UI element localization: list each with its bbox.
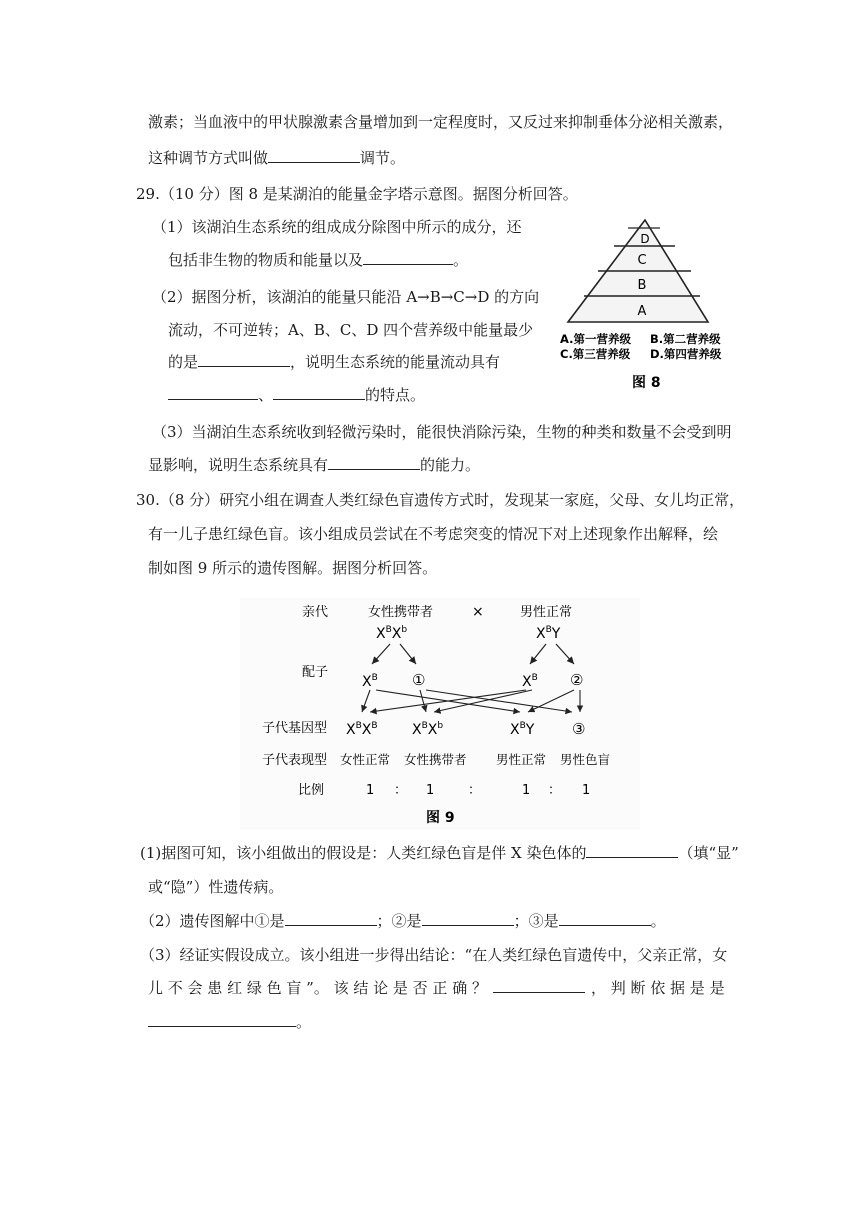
figure-9-caption: 图 9	[426, 810, 455, 826]
answer-blank[interactable]	[363, 250, 453, 265]
text-segment: ， 判 断 依 据 是 是	[590, 979, 725, 997]
text-line	[148, 1012, 311, 1032]
text-line: （3）经证实假设成立。该小组进一步得出结论：“在人类红绿色盲遗传中，父亲正常，女	[140, 946, 728, 964]
text-segment: 。	[650, 912, 666, 930]
question-30-stem: 30.（8 分）研究小组在调查人类红绿色盲遗传方式时，发现某一家庭，父母、女儿均正常，	[136, 491, 745, 509]
legend-c: C.第三营养级	[560, 347, 631, 361]
pyramid-level-b: B	[637, 278, 647, 293]
row-label-gametes: 配子	[302, 665, 329, 680]
text-line: （2）据图分析，该湖泊的能量只能沿 A→B→C→D 的方向	[152, 288, 540, 306]
text-segment: 。	[453, 251, 469, 269]
figure-8-caption: 图 8	[632, 375, 661, 391]
offspring-genotype-3: $X^BY$	[510, 721, 535, 738]
ratio-3: 1	[522, 783, 531, 798]
question-29-stem: 29.（10 分）图 8 是某湖泊的能量金字塔示意图。据图分析回答。	[136, 185, 578, 203]
text-line	[168, 250, 468, 270]
text-line	[148, 455, 480, 475]
text-line	[148, 978, 725, 998]
text-segment: 调节。	[360, 149, 406, 167]
answer-blank[interactable]	[285, 911, 377, 926]
answer-blank[interactable]	[422, 911, 514, 926]
answer-blank[interactable]	[198, 352, 290, 367]
text-segment: 儿 不 会 患 红 绿 色 盲 ”。 该 结 论 是 否 正 确 ？	[148, 979, 487, 997]
text-line: （1）该湖泊生态系统的组成成分除图中所示的成分，还	[152, 218, 522, 236]
answer-blank[interactable]	[273, 385, 365, 400]
genetic-diagram-figure	[240, 598, 640, 830]
text-line: 激素；当血液中的甲状腺激素含量增加到一定程度时，又反过来抑制垂体分泌相关激素，	[148, 113, 734, 131]
text-line: 有一儿子患红绿色盲。该小组成员尝试在不考虑突变的情况下对上述现象作出解释，绘	[148, 525, 719, 543]
text-line: 制如图 9 所示的遗传图解。据图分析回答。	[148, 559, 438, 577]
row-label-genotype: 子代基因型	[262, 721, 328, 736]
phenotype-3: 男性正常	[496, 752, 547, 767]
phenotype-2: 女性携带者	[404, 752, 467, 767]
pyramid-level-c: C	[637, 253, 647, 268]
female-parent-genotype: $X^BX^b$	[376, 625, 408, 642]
energy-pyramid-figure	[550, 212, 750, 392]
answer-blank[interactable]	[148, 1012, 296, 1027]
phenotype-1: 女性正常	[340, 752, 391, 767]
text-segment: (1)据图可知，该小组做出的假设是：人类红绿色盲是伴 X 染色体的	[140, 844, 587, 862]
ratio-1: 1	[366, 783, 375, 798]
row-label-parents: 亲代	[302, 605, 329, 620]
text-segment: 这种调节方式叫做	[148, 149, 269, 167]
gamete-marker-1: ①	[412, 671, 426, 689]
legend-b: B.第二营养级	[650, 332, 721, 346]
pyramid-level-a: A	[637, 304, 647, 319]
text-line: 流动，不可逆转；A、B、C、D 四个营养级中能量最少	[168, 321, 534, 339]
text-segment: （2）遗传图解中①是	[140, 912, 285, 930]
ratio-colon: ：	[468, 783, 482, 798]
text-segment: 、	[258, 386, 274, 404]
text-segment: ；②是	[376, 912, 422, 930]
answer-blank[interactable]	[493, 978, 585, 993]
pyramid-level-d: D	[640, 232, 650, 246]
text-line: 或“隐”）性遗传病。	[148, 878, 284, 896]
legend-d: D.第四营养级	[650, 347, 722, 361]
answer-blank[interactable]	[328, 455, 420, 470]
text-segment: ；③是	[513, 912, 559, 930]
male-parent-label: 男性正常	[520, 605, 573, 620]
gamete-male-xb: $X^B$	[522, 673, 538, 690]
male-parent-genotype: $X^BY$	[536, 625, 561, 642]
row-label-ratio: 比例	[298, 783, 325, 798]
answer-blank[interactable]	[559, 911, 651, 926]
cross-symbol: ×	[472, 604, 484, 620]
ratio-colon: ：	[548, 783, 562, 798]
phenotype-4: 男性色盲	[560, 752, 611, 767]
text-segment: 的特点。	[365, 386, 426, 404]
offspring-genotype-1: $X^BX^B$	[346, 721, 378, 738]
text-segment: ，说明生态系统的能量流动具有	[290, 353, 501, 371]
text-line	[168, 385, 425, 405]
gamete-marker-2: ②	[570, 671, 584, 689]
text-line: （3）当湖泊生态系统收到轻微污染时，能很快消除污染，生物的种类和数量不会受到明	[152, 423, 732, 441]
text-segment: 的是	[168, 353, 199, 371]
answer-blank[interactable]	[168, 385, 258, 400]
answer-blank[interactable]	[268, 148, 360, 163]
ratio-colon: ：	[394, 783, 408, 798]
text-line	[140, 911, 666, 931]
answer-blank[interactable]	[586, 843, 678, 858]
text-segment: 的能力。	[420, 456, 481, 474]
text-line	[140, 843, 739, 863]
text-line	[148, 148, 405, 168]
female-parent-label: 女性携带者	[368, 605, 434, 620]
text-segment: 显影响，说明生态系统具有	[148, 456, 329, 474]
text-segment: （填“显”	[678, 844, 739, 862]
offspring-marker-3: ③	[572, 720, 586, 738]
text-line	[168, 352, 500, 372]
text-segment: 包括非生物的物质和能量以及	[168, 251, 364, 269]
gamete-female-xb: $X^B$	[362, 673, 378, 690]
text-segment: 。	[296, 1013, 312, 1031]
offspring-genotype-2: $X^BX^b$	[412, 721, 444, 738]
row-label-phenotype: 子代表现型	[262, 753, 328, 768]
ratio-2: 1	[426, 783, 435, 798]
legend-a: A.第一营养级	[560, 332, 631, 346]
ratio-4: 1	[582, 783, 591, 798]
